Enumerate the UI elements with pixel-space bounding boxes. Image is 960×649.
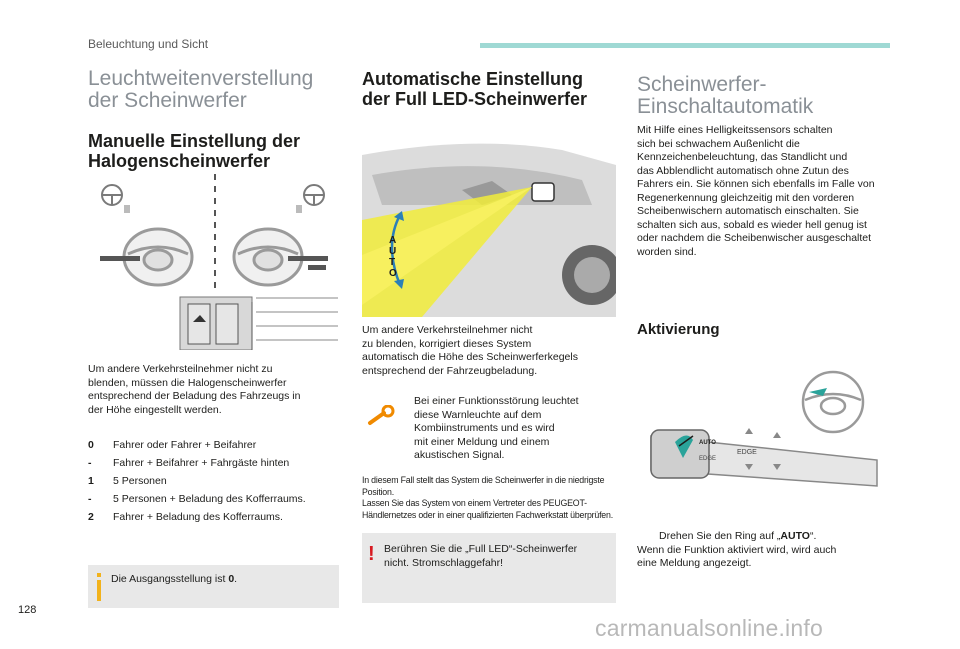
steering-wheel-icon — [102, 185, 122, 205]
halogen-body-text: Um andere Verkehrsteilnehmer nicht zu blenden, müssen die Halogenscheinwerfer entsprechend der Beladung des Fahrzeugs in der Höhe eingestellt werden. — [88, 363, 301, 416]
automatic-headlamps-body: Mit Hilfe eines Helligkeitssensors schalten sich bei schwachem Außenlicht die Kennzeichenbeleuchtung, das Standlicht und das Abblendlicht automatisch ohne Zutun des Fahrers ein. Sie können sich ebenfalls im Falle von Regenerkennung gleichzeitig mit den vorderen Scheibenwischern automatisch einschalten. Sie schalten sich aus, sobald es wieder hell genug ist oder nachdem die Scheibenwischer ausgeschaltet worden sind. — [637, 124, 875, 258]
auto-letter: T — [389, 257, 396, 268]
subtitle-manual-adjustment: Manuelle Einstellung der Halogenscheinwerfer — [88, 131, 301, 171]
lighting-stalk-illustration — [637, 360, 892, 520]
list-item: 0 Fahrer oder Fahrer + Beifahrer — [88, 439, 257, 451]
auto-letter: U — [389, 246, 397, 257]
watermark: carmanualsonline.info — [595, 615, 823, 641]
stalk-edge-label: EDGE — [737, 449, 757, 456]
load-settings-list — [88, 436, 338, 526]
info-box: Die Ausgangsstellung ist 0. — [88, 565, 339, 608]
title-auto-adjustment: Automatische Einstellung der Full LED-Scheinwerfer — [362, 69, 588, 109]
full-led-headlamp-illustration — [362, 125, 616, 317]
warning-lamp-text: Bei einer Funktionsstörung leuchtet diese Warnleuchte auf dem Kombiinstruments und es wird mit einer Meldung und einem akustischen Signal. — [414, 395, 579, 461]
auto-body-text: Um andere Verkehrsteilnehmer nicht zu blenden, korrigiert dieses System automatisch die Höhe des Scheinwerferkegels entsprechend der Fahrzeugbeladung. — [362, 324, 578, 377]
auto-letter: O — [389, 268, 397, 279]
title-headlamp-adjustment: Leuchtweitenverstellung der Scheinwerfer — [88, 67, 314, 112]
exclamation-icon: ! — [368, 543, 375, 565]
stalk-edge-label: EDGE — [699, 456, 717, 462]
subtitle-activation: Aktivierung — [637, 321, 720, 338]
stalk-auto-label: AUTO — [699, 440, 716, 446]
list-item: 2 Fahrer + Beladung des Kofferraums. — [88, 511, 283, 523]
title-automatic-headlamps: Scheinwerfer- Einschaltautomatik — [637, 73, 814, 118]
malfunction-note: In diesem Fall stellt das System die Scheinwerfer in die niedrigste Position. Lassen Sie das System von einem Vertreter des PEUGEOT- Händlernetzes oder in einer qualifizierten Fachwerkstatt überprüfen. — [362, 475, 613, 520]
section-label: Beleuchtung und Sicht — [88, 37, 209, 51]
info-icon — [94, 573, 104, 601]
caution-box: ! Berühren Sie die „Full LED“-Scheinwerfer nicht. Stromschlaggefahr! — [362, 533, 616, 603]
auto-letter: A — [389, 235, 397, 246]
list-item: - 5 Personen + Beladung des Kofferraums. — [88, 493, 306, 505]
list-item: - Fahrer + Beifahrer + Fahrgäste hinten — [88, 457, 290, 469]
halogen-adjustment-illustration — [88, 172, 338, 350]
list-item: 1 5 Personen — [88, 475, 167, 487]
steering-wheel-icon — [304, 185, 324, 205]
page-number: 128 — [18, 604, 37, 616]
activation-step: Drehen Sie den Ring auf „AUTO“. Wenn die Funktion aktiviert wird, wird auch eine Meldung angezeigt. — [637, 530, 837, 569]
wrench-warning-icon — [366, 405, 396, 427]
header-accent-bar — [480, 43, 890, 48]
